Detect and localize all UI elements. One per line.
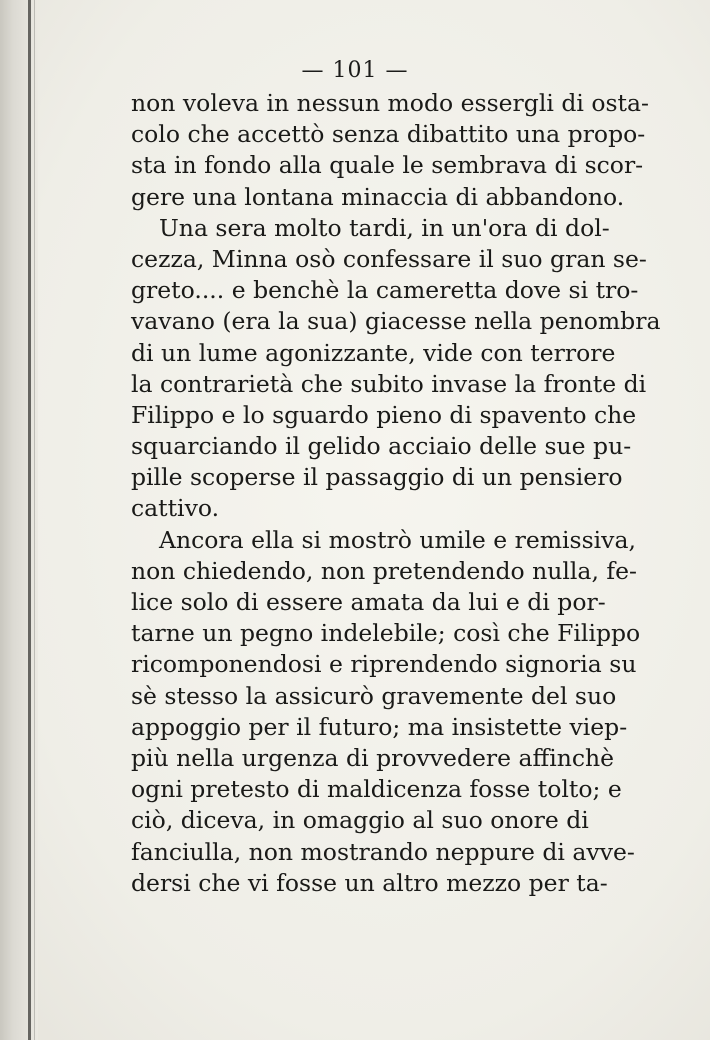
text-line: Filippo e lo sguardo pieno di spavento che	[131, 400, 637, 429]
gutter-shadow-line	[34, 0, 35, 1040]
text-line: sta in fondo alla quale le sembrava di scor-	[131, 151, 644, 180]
text-line: cezza, Minna osò confessare il suo gran se-	[131, 244, 647, 273]
gutter-edge-line	[28, 0, 31, 1040]
text-line: di un lume agonizzante, vide con terrore	[131, 338, 616, 367]
text-line: Ancora ella si mostrò umile e remissiva,	[159, 525, 636, 554]
text-line: appoggio per il futuro; ma insistette viep-	[131, 712, 628, 741]
text-line: tarne un pegno indelebile; così che Filippo	[131, 619, 641, 648]
text-line: lice solo di essere amata da lui e di por-	[131, 588, 606, 616]
text-line: sè stesso la assicurò gravemente del suo	[131, 681, 617, 710]
text-line: squarciando il gelido acciaio delle sue pu-	[131, 432, 632, 461]
body-text	[131, 88, 661, 899]
text-line: ricomponendosi e riprendendo signoria su	[131, 650, 637, 679]
text-line: colo che accettò senza dibattito una propo-	[131, 120, 646, 149]
text-line: vavano (era la sua) giacesse nella penombra	[131, 307, 661, 336]
text-line: gere una lontana minaccia di abbandono.	[131, 182, 625, 211]
text-line: fanciulla, non mostrando neppure di avve-	[131, 837, 635, 866]
text-line: Una sera molto tardi, in un'ora di dol-	[159, 213, 610, 242]
text-line: ogni pretesto di maldicenza fosse tolto; e	[131, 775, 622, 804]
page-gutter	[0, 0, 38, 1040]
text-line: dersi che vi fosse un altro mezzo per ta-	[131, 868, 608, 897]
text-line: non chiedendo, non pretendendo nulla, fe-	[131, 556, 637, 585]
text-line: cattivo.	[131, 494, 220, 523]
text-line: la contrarietà che subito invase la fronte di	[131, 369, 647, 398]
text-line: più nella urgenza di provvedere affinchè	[131, 743, 615, 772]
text-line: greto.... e benchè la cameretta dove si tro-	[131, 276, 639, 305]
text-line: pille scoperse il passaggio di un pensiero	[131, 463, 623, 492]
page-number: — 101 —	[301, 58, 409, 83]
text-line: ciò, diceva, in omaggio al suo onore di	[131, 806, 589, 835]
text-line: non voleva in nessun modo essergli di osta-	[131, 89, 649, 117]
